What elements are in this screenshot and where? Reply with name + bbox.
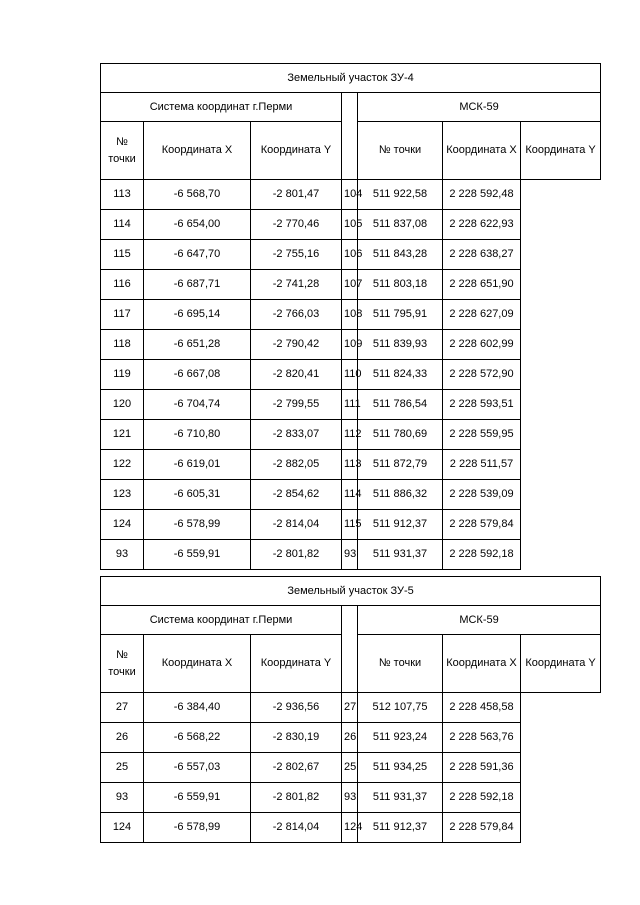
coord-y-header: Координата Y	[521, 122, 601, 180]
coord-y-right: 2 228 651,90	[443, 270, 521, 300]
coord-y-left: -2 854,62	[251, 480, 342, 510]
coord-x-right: 511 912,37	[358, 510, 443, 540]
coord-x-left: -6 647,70	[144, 240, 251, 270]
coord-y-left: -2 833,07	[251, 420, 342, 450]
land-plot-zu4-table	[100, 63, 601, 570]
point-number-right: 107	[342, 270, 358, 300]
coord-x-header: Координата X	[144, 122, 251, 180]
table-row	[101, 693, 601, 723]
point-number-right: 112	[342, 420, 358, 450]
coord-x-right: 511 837,08	[358, 210, 443, 240]
coord-y-right: 2 228 572,90	[443, 360, 521, 390]
coord-x-left: -6 557,03	[144, 753, 251, 783]
point-number-left: 93	[101, 540, 144, 570]
coord-y-right: 2 228 622,93	[443, 210, 521, 240]
table-row	[101, 420, 601, 450]
point-number-left: 117	[101, 300, 144, 330]
coord-x-right: 511 923,24	[358, 723, 443, 753]
coord-x-left: -6 568,22	[144, 723, 251, 753]
coord-y-right: 2 228 592,18	[443, 783, 521, 813]
coord-y-left: -2 799,55	[251, 390, 342, 420]
coord-x-left: -6 687,71	[144, 270, 251, 300]
coord-y-right: 2 228 638,27	[443, 240, 521, 270]
coord-x-right: 511 786,54	[358, 390, 443, 420]
coord-x-right: 511 931,37	[358, 783, 443, 813]
coord-y-right: 2 228 458,58	[443, 693, 521, 723]
coord-x-left: -6 695,14	[144, 300, 251, 330]
coord-y-right: 2 228 627,09	[443, 300, 521, 330]
table-row	[101, 723, 601, 753]
coord-x-left: -6 384,40	[144, 693, 251, 723]
coord-y-left: -2 814,04	[251, 510, 342, 540]
table-row	[101, 300, 601, 330]
point-number-header: № точки	[101, 635, 144, 693]
point-number-left: 121	[101, 420, 144, 450]
coord-x-left: -6 710,80	[144, 420, 251, 450]
coord-x-left: -6 654,00	[144, 210, 251, 240]
coord-x-left: -6 559,91	[144, 540, 251, 570]
table-row	[101, 753, 601, 783]
table-row	[101, 390, 601, 420]
coord-x-header: Координата X	[443, 635, 521, 693]
point-number-right: 113	[342, 450, 358, 480]
coord-x-left: -6 667,08	[144, 360, 251, 390]
point-number-left: 120	[101, 390, 144, 420]
point-number-left: 93	[101, 783, 144, 813]
coord-y-left: -2 801,82	[251, 783, 342, 813]
coord-y-left: -2 882,05	[251, 450, 342, 480]
coord-y-left: -2 790,42	[251, 330, 342, 360]
point-number-right: 27	[342, 693, 358, 723]
point-number-right: 26	[342, 723, 358, 753]
coord-y-right: 2 228 591,36	[443, 753, 521, 783]
coord-y-left: -2 801,82	[251, 540, 342, 570]
point-number-right: 111	[342, 390, 358, 420]
coord-y-right: 2 228 593,51	[443, 390, 521, 420]
coord-x-right: 511 803,18	[358, 270, 443, 300]
table-row	[101, 270, 601, 300]
point-number-left: 124	[101, 813, 144, 843]
coord-x-left: -6 651,28	[144, 330, 251, 360]
coord-x-right: 511 780,69	[358, 420, 443, 450]
coord-x-left: -6 605,31	[144, 480, 251, 510]
point-number-right: 114	[342, 480, 358, 510]
coord-y-right: 2 228 559,95	[443, 420, 521, 450]
coord-x-right: 511 922,58	[358, 180, 443, 210]
point-number-right: 93	[342, 783, 358, 813]
system-left-header: Система координат г.Перми	[101, 93, 342, 122]
coord-y-header: Координата Y	[251, 635, 342, 693]
table-title: Земельный участок ЗУ-5	[101, 577, 601, 606]
coord-x-right: 511 872,79	[358, 450, 443, 480]
coord-y-right: 2 228 592,18	[443, 540, 521, 570]
point-number-right: 108	[342, 300, 358, 330]
table-row	[101, 180, 601, 210]
coord-x-right: 511 886,32	[358, 480, 443, 510]
coord-y-right: 2 228 592,48	[443, 180, 521, 210]
table-row	[101, 330, 601, 360]
coord-x-right: 512 107,75	[358, 693, 443, 723]
coord-x-right: 511 839,93	[358, 330, 443, 360]
coord-x-left: -6 578,99	[144, 510, 251, 540]
coord-x-right: 511 931,37	[358, 540, 443, 570]
coord-y-header: Координата Y	[521, 635, 601, 693]
coord-x-left: -6 619,01	[144, 450, 251, 480]
point-number-right: 104	[342, 180, 358, 210]
coord-x-right: 511 934,25	[358, 753, 443, 783]
system-right-header: МСК-59	[358, 606, 601, 635]
table-row	[101, 540, 601, 570]
system-right-header: МСК-59	[358, 93, 601, 122]
coord-y-right: 2 228 563,76	[443, 723, 521, 753]
coord-x-left: -6 578,99	[144, 813, 251, 843]
point-number-right: 105	[342, 210, 358, 240]
coord-y-right: 2 228 579,84	[443, 813, 521, 843]
table-body	[101, 693, 601, 843]
coord-y-right: 2 228 539,09	[443, 480, 521, 510]
column-gap	[342, 606, 358, 693]
coord-x-right: 511 843,28	[358, 240, 443, 270]
point-number-right: 115	[342, 510, 358, 540]
coord-y-left: -2 755,16	[251, 240, 342, 270]
coord-y-right: 2 228 602,99	[443, 330, 521, 360]
coord-x-right: 511 824,33	[358, 360, 443, 390]
point-number-right: 124	[342, 813, 358, 843]
coord-y-left: -2 801,47	[251, 180, 342, 210]
point-number-left: 26	[101, 723, 144, 753]
coord-x-right: 511 912,37	[358, 813, 443, 843]
point-number-left: 25	[101, 753, 144, 783]
coord-x-left: -6 568,70	[144, 180, 251, 210]
table-row	[101, 783, 601, 813]
system-left-header: Система координат г.Перми	[101, 606, 342, 635]
point-number-left: 27	[101, 693, 144, 723]
coord-x-left: -6 559,91	[144, 783, 251, 813]
table-row	[101, 813, 601, 843]
table-body	[101, 180, 601, 570]
coord-y-left: -2 766,03	[251, 300, 342, 330]
point-number-left: 124	[101, 510, 144, 540]
coord-y-right: 2 228 511,57	[443, 450, 521, 480]
point-number-header: № точки	[358, 635, 443, 693]
table-row	[101, 240, 601, 270]
table-row	[101, 450, 601, 480]
point-number-header: № точки	[358, 122, 443, 180]
point-number-left: 118	[101, 330, 144, 360]
coord-x-right: 511 795,91	[358, 300, 443, 330]
point-number-right: 106	[342, 240, 358, 270]
point-number-left: 119	[101, 360, 144, 390]
table-row	[101, 510, 601, 540]
point-number-header: № точки	[101, 122, 144, 180]
point-number-right: 109	[342, 330, 358, 360]
table-title: Земельный участок ЗУ-4	[101, 64, 601, 93]
coord-x-header: Координата X	[144, 635, 251, 693]
table-row	[101, 360, 601, 390]
coord-y-left: -2 830,19	[251, 723, 342, 753]
point-number-left: 115	[101, 240, 144, 270]
point-number-left: 113	[101, 180, 144, 210]
point-number-left: 123	[101, 480, 144, 510]
coord-y-left: -2 820,41	[251, 360, 342, 390]
coord-x-left: -6 704,74	[144, 390, 251, 420]
coord-y-left: -2 802,67	[251, 753, 342, 783]
coord-y-left: -2 814,04	[251, 813, 342, 843]
coord-y-header: Координата Y	[251, 122, 342, 180]
table-row	[101, 480, 601, 510]
coord-y-left: -2 741,28	[251, 270, 342, 300]
table-row	[101, 210, 601, 240]
coord-x-header: Координата X	[443, 122, 521, 180]
point-number-left: 116	[101, 270, 144, 300]
point-number-left: 114	[101, 210, 144, 240]
coord-y-left: -2 936,56	[251, 693, 342, 723]
coord-y-left: -2 770,46	[251, 210, 342, 240]
point-number-right: 93	[342, 540, 358, 570]
point-number-right: 110	[342, 360, 358, 390]
column-gap	[342, 93, 358, 180]
coord-y-right: 2 228 579,84	[443, 510, 521, 540]
point-number-left: 122	[101, 450, 144, 480]
land-plot-zu5-table	[100, 576, 601, 843]
point-number-right: 25	[342, 753, 358, 783]
